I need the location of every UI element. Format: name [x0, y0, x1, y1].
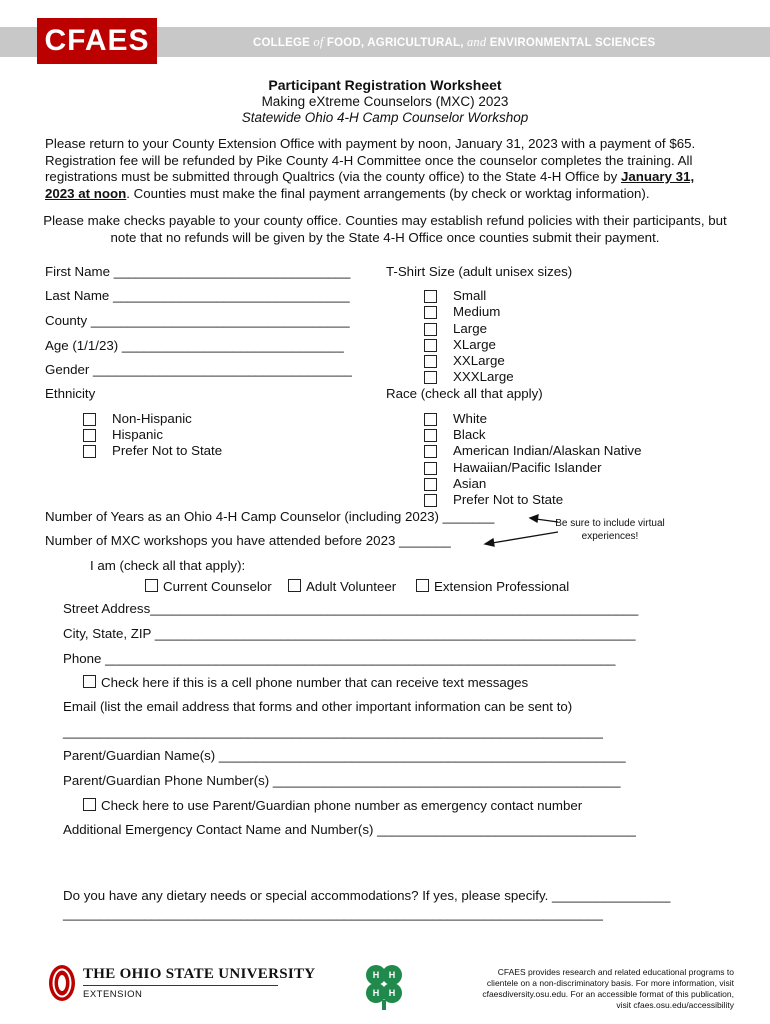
checkbox[interactable] — [83, 413, 96, 426]
side-note: Be sure to include virtual experiences! — [555, 518, 665, 542]
tshirt-label: T-Shirt Size (adult unisex sizes) — [386, 264, 573, 279]
mxc-workshops-field[interactable]: Number of MXC workshops you have attended before 2023 _______ — [45, 533, 451, 548]
city-state-zip-field[interactable]: City, State, ZIP _________________________________________________________________ — [63, 626, 636, 641]
osu-block-o-icon — [48, 963, 76, 1003]
checkbox[interactable] — [424, 355, 437, 368]
4h-clover-icon — [360, 962, 408, 1010]
checkbox[interactable] — [83, 429, 96, 442]
checkbox[interactable] — [83, 675, 96, 688]
cell-phone-check[interactable]: Check here if this is a cell phone number that can receive text messages — [83, 675, 528, 690]
email-label: Email (list the email address that forms and other important information can be sent to) — [63, 699, 573, 714]
parent-phone-check[interactable]: Check here to use Parent/Guardian phone number as emergency contact number — [83, 798, 582, 813]
race-label: Race (check all that apply) — [386, 386, 543, 401]
workshop-name: Statewide Ohio 4-H Camp Counselor Workshop — [241, 110, 529, 125]
page-subtitle: Making eXtreme Counselors (MXC) 2023 — [261, 94, 509, 109]
osu-name: THE OHIO STATE UNIVERSITY — [83, 966, 316, 982]
checkbox[interactable] — [83, 445, 96, 458]
deadline-text: January 31, 2023 at noon — [45, 169, 695, 201]
checkbox[interactable] — [424, 371, 437, 384]
checkbox[interactable] — [424, 445, 437, 458]
svg-text:H: H — [388, 988, 396, 998]
email-field[interactable]: _________________________________________________________________________ — [63, 724, 603, 739]
cfaes-logo: CFAES — [37, 18, 157, 64]
arrow-icon — [530, 515, 558, 522]
emergency-contact-field[interactable]: Additional Emergency Contact Name and Number(s) ___________________________________ — [63, 822, 636, 837]
checkbox[interactable] — [416, 579, 429, 592]
ethnicity-label: Ethnicity — [45, 386, 96, 401]
dietary-line[interactable]: _________________________________________________________________________ — [63, 906, 603, 921]
parent-name-field[interactable]: Parent/Guardian Name(s) _______________________________________________________ — [63, 748, 626, 763]
footer-disclaimer: CFAES provides research and related educational programs to clientele on a non-discriminatory basis. For more information, visit cfaesdiversity.osu.edu. For an accessible format of this publication, visit cfaes.osu.edu/accessibility — [482, 967, 734, 1010]
checks-note: Please make checks payable to your county office. Counties may establish refund policies with their participants, but note that no refunds will be given by the State 4-H Office once counties submit their payment. — [43, 213, 727, 245]
checkbox[interactable] — [424, 478, 437, 491]
role-label: I am (check all that apply): — [90, 558, 246, 573]
checkbox[interactable] — [424, 306, 437, 319]
checkbox[interactable] — [424, 413, 437, 426]
role-option[interactable]: Current Counselor — [145, 579, 272, 594]
years-counselor-field[interactable]: Number of Years as an Ohio 4-H Camp Counselor (including 2023) _______ — [45, 509, 495, 524]
last-name-field[interactable]: Last Name ________________________________ — [45, 288, 350, 303]
dietary-field[interactable]: Do you have any dietary needs or special accommodations? If yes, please specify. ________________ — [63, 888, 671, 903]
college-name: COLLEGE of FOOD, AGRICULTURAL, and ENVIRONMENTAL SCIENCES — [253, 35, 656, 49]
checkbox[interactable] — [424, 462, 437, 475]
age-field[interactable]: Age (1/1/23) ______________________________ — [45, 338, 344, 353]
gender-field[interactable]: Gender ___________________________________ — [45, 362, 352, 377]
role-option[interactable]: Extension Professional — [416, 579, 569, 594]
parent-phone-field[interactable]: Parent/Guardian Phone Number(s) _______________________________________________ — [63, 773, 621, 788]
svg-text:H: H — [372, 970, 380, 980]
checkbox[interactable] — [424, 429, 437, 442]
role-option[interactable]: Adult Volunteer — [288, 579, 396, 594]
osu-divider — [83, 985, 278, 986]
checkbox[interactable] — [424, 290, 437, 303]
county-field[interactable]: County ___________________________________ — [45, 313, 350, 328]
arrow-icon — [485, 532, 558, 546]
arrow-icons — [480, 512, 560, 552]
checkbox[interactable] — [424, 339, 437, 352]
checkbox[interactable] — [145, 579, 158, 592]
checkbox[interactable] — [288, 579, 301, 592]
first-name-field[interactable]: First Name ________________________________ — [45, 264, 351, 279]
intro-paragraph: Please return to your County Extension Office with payment by noon, January 31, 2023 with a payment of $65. Registration fee will be refunded by Pike County 4-H Committee once the counselor completes the training. All registrations must be submitted through Qualtrics (via the county office) to the State 4-H Office by January 31, 2023 at noon. Counties must make the final payment arrangements (by check or worktag information). — [45, 136, 696, 201]
checkbox[interactable] — [424, 323, 437, 336]
page-title: Participant Registration Worksheet — [268, 77, 502, 93]
svg-text:H: H — [388, 970, 396, 980]
checkbox[interactable] — [424, 494, 437, 507]
street-address-field[interactable]: Street Address__________________________________________________________________ — [63, 601, 639, 616]
svg-text:H: H — [372, 988, 380, 998]
osu-extension: EXTENSION — [83, 989, 143, 1000]
checkbox[interactable] — [83, 798, 96, 811]
phone-field[interactable]: Phone _____________________________________________________________________ — [63, 651, 616, 666]
